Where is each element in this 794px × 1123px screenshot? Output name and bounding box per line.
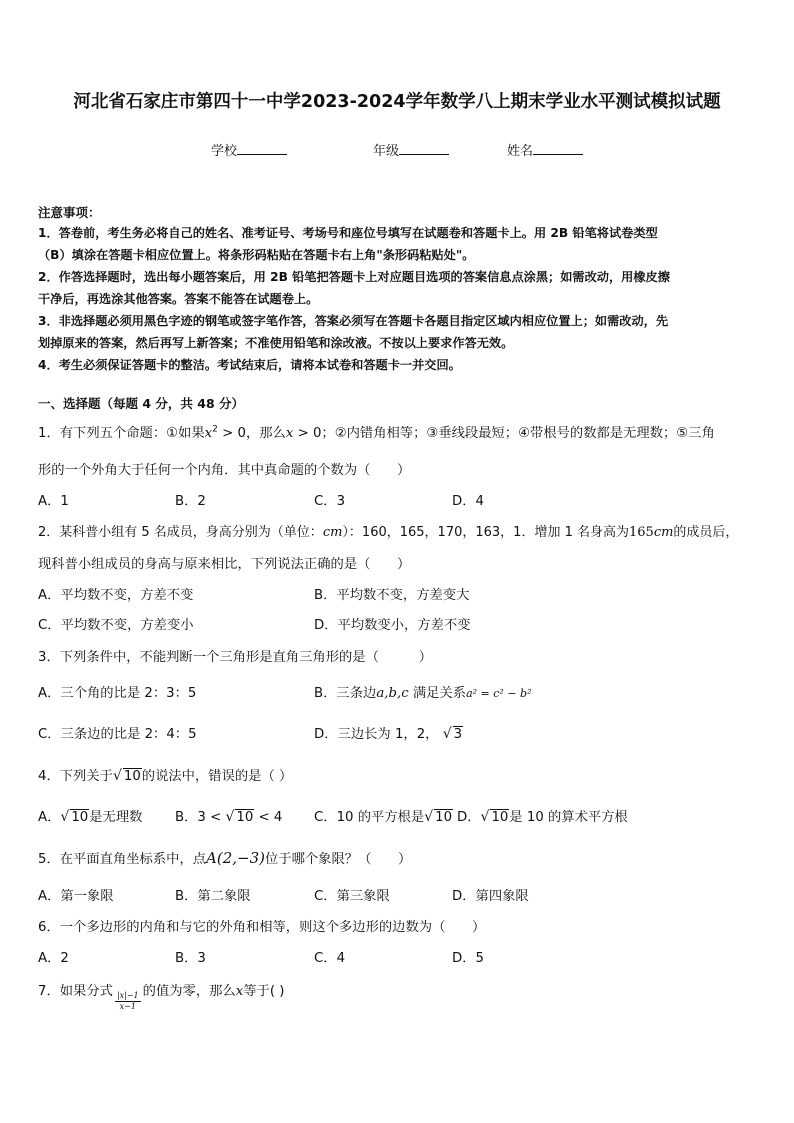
q4-option-d[interactable]: D．√ 10是 10 的算术平方根 [457,809,628,825]
name-label: 姓名 [507,144,534,159]
q5-option-b[interactable]: B．第二象限 [175,889,251,904]
question-5-stem: 5．在平面直角坐标系中，点A(2,−3)位于哪个象限？（ ） [38,849,412,867]
notice-line: 4．考生必须保证答题卡的整洁。考试结束后，请将本试卷和答题卡一并交回。 [38,358,461,372]
question-2-stem: 2．某科普小组有 5 名成员，身高分别为（单位：cm）：160，165，170，163，1．增加 1 名身高为165cm的成员后， [38,525,739,540]
radical-sign: √ [480,809,490,825]
section-heading: 一、选择题（每题 4 分，共 48 分） [38,396,245,411]
q2-option-b[interactable]: B．平均数不变，方差变大 [314,588,470,603]
school-field [211,140,287,159]
q3-option-d[interactable]: D．三边长为 1，2， √ 3 [314,726,463,742]
school-blank[interactable] [237,140,287,155]
fraction: $\frac{|x|-1}{x-1}$ [116,991,139,1011]
radical-sign: √ [424,809,434,825]
grade-blank[interactable] [399,140,449,155]
radical-sign: √ [225,809,235,825]
q2-option-d[interactable]: D．平均数变小，方差不变 [314,618,471,633]
question-1-stem-cont: 形的一个外角大于任何一个内角．其中真命题的个数为（ ） [38,463,411,478]
q1-option-b[interactable]: B．2 [175,494,206,509]
notice-line: 2．作答选择题时，选出每小题答案后，用 2B 铅笔把答题卡上对应题目选项的答案信息点涂黑；如需改动，用橡皮擦 [38,270,670,284]
notice-line: （B）填涂在答题卡相应位置上。将条形码粘贴在答题卡右上角"条形码粘贴处"。 [38,248,475,262]
grade-field [373,140,449,159]
radical-sign: √ [60,809,70,825]
notice-heading: 注意事项： [38,205,101,220]
question-4-stem: 4．下列关于√ 10的说法中，错误的是（ ） [38,768,293,784]
radical-sign: √ [442,726,452,742]
notice-line: 1．答卷前，考生务必将自己的姓名、准考证号、考场号和座位号填写在试题卷和答题卡上。用 2B 铅笔将试卷类型 [38,226,658,240]
q3-option-b[interactable]: B．三条边a,b,c 满足关系a² = c² − b² [314,686,532,701]
q4-option-c[interactable]: C．10 的平方根是√ 10 [314,809,453,825]
q4-option-a[interactable]: A．√ 10是无理数 [38,809,143,825]
notice-line: 3．非选择题必须用黑色字迹的钢笔或签字笔作答，答案必须写在答题卡各题目指定区域内相应位置上；如需改动，先 [38,314,669,328]
question-6-stem: 6．一个多边形的内角和与它的外角和相等，则这个多边形的边数为（ ） [38,920,486,935]
q2-option-a[interactable]: A．平均数不变，方差不变 [38,588,194,603]
notice-line: 干净后，再选涂其他答案。答案不能答在试题卷上。 [38,292,319,306]
name-blank[interactable] [533,140,583,155]
school-label: 学校 [211,144,238,159]
notice-line: 划掉原来的答案，然后再写上新答案；不准使用铅笔和涂改液。不按以上要求作答无效。 [38,336,514,350]
q6-option-d[interactable]: D．5 [452,951,484,966]
q5-option-d[interactable]: D．第四象限 [452,889,529,904]
question-2-stem-cont: 现科普小组成员的身高与原来相比，下列说法正确的是（ ） [38,557,411,572]
grade-label: 年级 [373,144,400,159]
q6-option-a[interactable]: A．2 [38,951,69,966]
question-3-stem: 3．下列条件中，不能判断一个三角形是直角三角形的是（ ） [38,650,433,665]
name-field [507,140,583,159]
page-title: 河北省石家庄市第四十一中学2023-2024学年数学八上期末学业水平测试模拟试题 [73,92,721,112]
q5-option-c[interactable]: C．第三象限 [314,889,390,904]
question-7-stem: 7．如果分式 $\frac{|x|-1}{x-1}$ 的值为零，那么x等于( ) [38,984,285,1011]
q3-option-c[interactable]: C．三条边的比是 2：4：5 [38,727,197,742]
q5-option-a[interactable]: A．第一象限 [38,889,114,904]
q1-option-c[interactable]: C．3 [314,494,346,509]
q6-option-c[interactable]: C．4 [314,951,346,966]
q1-option-d[interactable]: D．4 [452,494,484,509]
q4-option-b[interactable]: B．3 < √ 10 < 4 [175,809,283,825]
q2-option-c[interactable]: C．平均数不变，方差变小 [38,618,194,633]
q6-option-b[interactable]: B．3 [175,951,206,966]
q1-option-a[interactable]: A．1 [38,494,69,509]
question-1-stem: 1．有下列五个命题：①如果$x^2 > 0$，那么x > 0；②内错角相等；③垂线段最短；④带根号的数都是无理数；⑤三角 [38,424,715,441]
q3-option-a[interactable]: A．三个角的比是 2：3：5 [38,686,197,701]
radical-sign: √ [112,768,122,784]
